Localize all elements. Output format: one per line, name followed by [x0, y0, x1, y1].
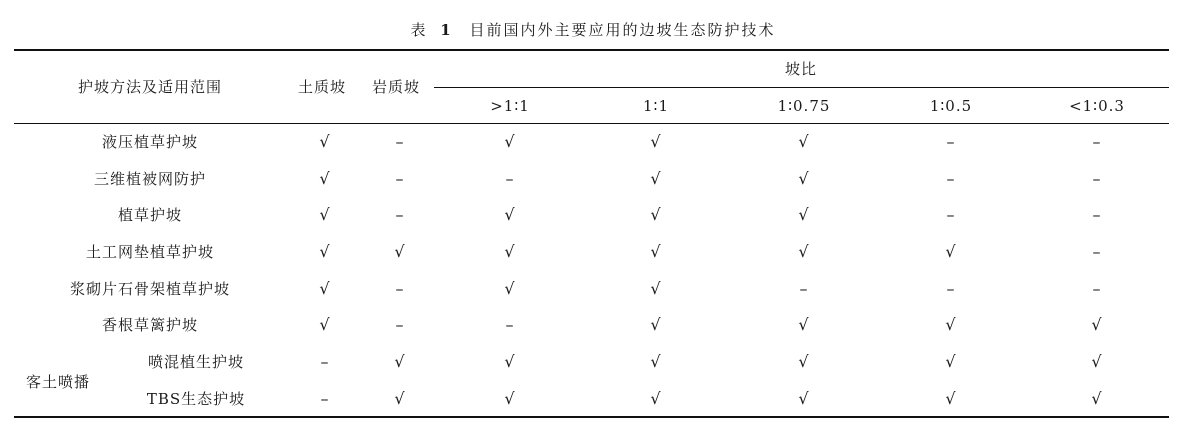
row-3d-vegetation-net-ratio-4: –	[1092, 169, 1102, 188]
row-tbs-eco-soil: –	[320, 389, 330, 408]
header-soil: 土质坡	[297, 78, 347, 96]
row-grass-planting-rock: –	[395, 205, 405, 224]
row-grass-planting-ratio-3: –	[946, 205, 956, 224]
row-geomat-grass-ratio-1: √	[650, 242, 662, 261]
row-tbs-eco-ratio-0: √	[504, 389, 516, 408]
row-vetiver-hedge-soil: √	[319, 315, 331, 334]
row-hydroseeding-rock: –	[395, 132, 405, 151]
row-tbs-eco-method: TBS生态护坡	[146, 390, 246, 408]
row-3d-vegetation-net-ratio-2: √	[798, 169, 810, 188]
top-rule	[14, 49, 1169, 51]
row-3d-vegetation-net-method: 三维植被网防护	[93, 170, 207, 188]
row-hydroseeding-method: 液压植草护坡	[101, 133, 199, 151]
row-geomat-grass-ratio-3: √	[945, 242, 957, 261]
header-ratio-1-1: 1∶1	[643, 97, 669, 115]
row-geomat-grass-rock: √	[394, 242, 406, 261]
row-grass-planting-ratio-4: –	[1092, 205, 1102, 224]
row-grass-planting-ratio-2: √	[798, 205, 810, 224]
header-rock: 岩质坡	[371, 78, 421, 96]
row-hydroseeding-ratio-2: √	[798, 132, 810, 151]
caption-number: 1	[440, 21, 451, 39]
row-grass-planting-method: 植草护坡	[117, 206, 183, 224]
header-ratio-1-075: 1∶0.75	[777, 97, 831, 115]
row-masonry-frame-grass-rock: –	[395, 279, 405, 298]
row-3d-vegetation-net-soil: √	[319, 169, 331, 188]
row-vetiver-hedge-ratio-1: √	[650, 315, 662, 334]
row-grass-planting-ratio-1: √	[650, 205, 662, 224]
row-hydroseeding-ratio-1: √	[650, 132, 662, 151]
header-ratio-1-05: 1∶0.5	[929, 97, 973, 115]
row-masonry-frame-grass-ratio-3: –	[946, 279, 956, 298]
row-vetiver-hedge-rock: –	[395, 315, 405, 334]
row-tbs-eco-rock: √	[394, 389, 406, 408]
header-ratio-gt-1-1: >1∶1	[490, 97, 530, 115]
row-geomat-grass-ratio-0: √	[504, 242, 516, 261]
row-hydroseeding-ratio-0: √	[504, 132, 516, 151]
row-spray-mix-vegetation-method: 喷混植生护坡	[147, 353, 245, 371]
row-masonry-frame-grass-method: 浆砌片石骨架植草护坡	[69, 280, 231, 298]
row-spray-mix-vegetation-ratio-0: √	[504, 352, 516, 371]
row-geomat-grass-ratio-2: √	[798, 242, 810, 261]
row-hydroseeding-ratio-4: –	[1092, 132, 1102, 151]
row-spray-mix-vegetation-rock: √	[394, 352, 406, 371]
row-tbs-eco-ratio-2: √	[798, 389, 810, 408]
row-masonry-frame-grass-ratio-4: –	[1092, 279, 1102, 298]
row-3d-vegetation-net-ratio-1: √	[650, 169, 662, 188]
row-vetiver-hedge-ratio-2: √	[798, 315, 810, 334]
row-grass-planting-soil: √	[319, 205, 331, 224]
header-slope-ratio: 坡比	[784, 60, 818, 78]
header-rule	[14, 123, 1169, 124]
row-tbs-eco-ratio-1: √	[650, 389, 662, 408]
row-tbs-eco-ratio-3: √	[945, 389, 957, 408]
row-hydroseeding-ratio-3: –	[946, 132, 956, 151]
row-masonry-frame-grass-ratio-1: √	[650, 279, 662, 298]
row-grass-planting-ratio-0: √	[504, 205, 516, 224]
row-spray-mix-vegetation-ratio-3: √	[945, 352, 957, 371]
row-geomat-grass-soil: √	[319, 242, 331, 261]
caption-prefix: 表	[410, 21, 428, 39]
row-3d-vegetation-net-rock: –	[395, 169, 405, 188]
row-masonry-frame-grass-ratio-2: –	[799, 279, 809, 298]
row-geomat-grass-ratio-4: –	[1092, 242, 1102, 261]
bottom-rule	[14, 416, 1169, 418]
row-vetiver-hedge-ratio-4: √	[1091, 315, 1103, 334]
row-masonry-frame-grass-soil: √	[319, 279, 331, 298]
row-spray-mix-vegetation-ratio-1: √	[650, 352, 662, 371]
row-hydroseeding-soil: √	[319, 132, 331, 151]
row-vetiver-hedge-ratio-3: √	[945, 315, 957, 334]
row-vetiver-hedge-ratio-0: –	[505, 315, 515, 334]
row-geomat-grass-method: 土工网垫植草护坡	[85, 243, 215, 261]
header-ratio-lt-1-03: <1∶0.3	[1069, 97, 1125, 115]
header-method: 护坡方法及适用范围	[77, 78, 223, 96]
row-3d-vegetation-net-ratio-0: –	[505, 169, 515, 188]
row-masonry-frame-grass-ratio-0: √	[504, 279, 516, 298]
row-vetiver-hedge-method: 香根草篱护坡	[101, 316, 199, 334]
row-spray-mix-vegetation-ratio-2: √	[798, 352, 810, 371]
caption-title: 目前国内外主要应用的边坡生态防护技术	[469, 21, 776, 39]
row-spray-mix-vegetation-ratio-4: √	[1091, 352, 1103, 371]
row-3d-vegetation-net-ratio-3: –	[946, 169, 956, 188]
group-label-soil-spray: 客土喷播	[25, 373, 91, 391]
table-caption	[0, 19, 1186, 40]
row-spray-mix-vegetation-soil: –	[320, 352, 330, 371]
slope-ratio-subrule	[434, 87, 1169, 88]
row-tbs-eco-ratio-4: √	[1091, 389, 1103, 408]
